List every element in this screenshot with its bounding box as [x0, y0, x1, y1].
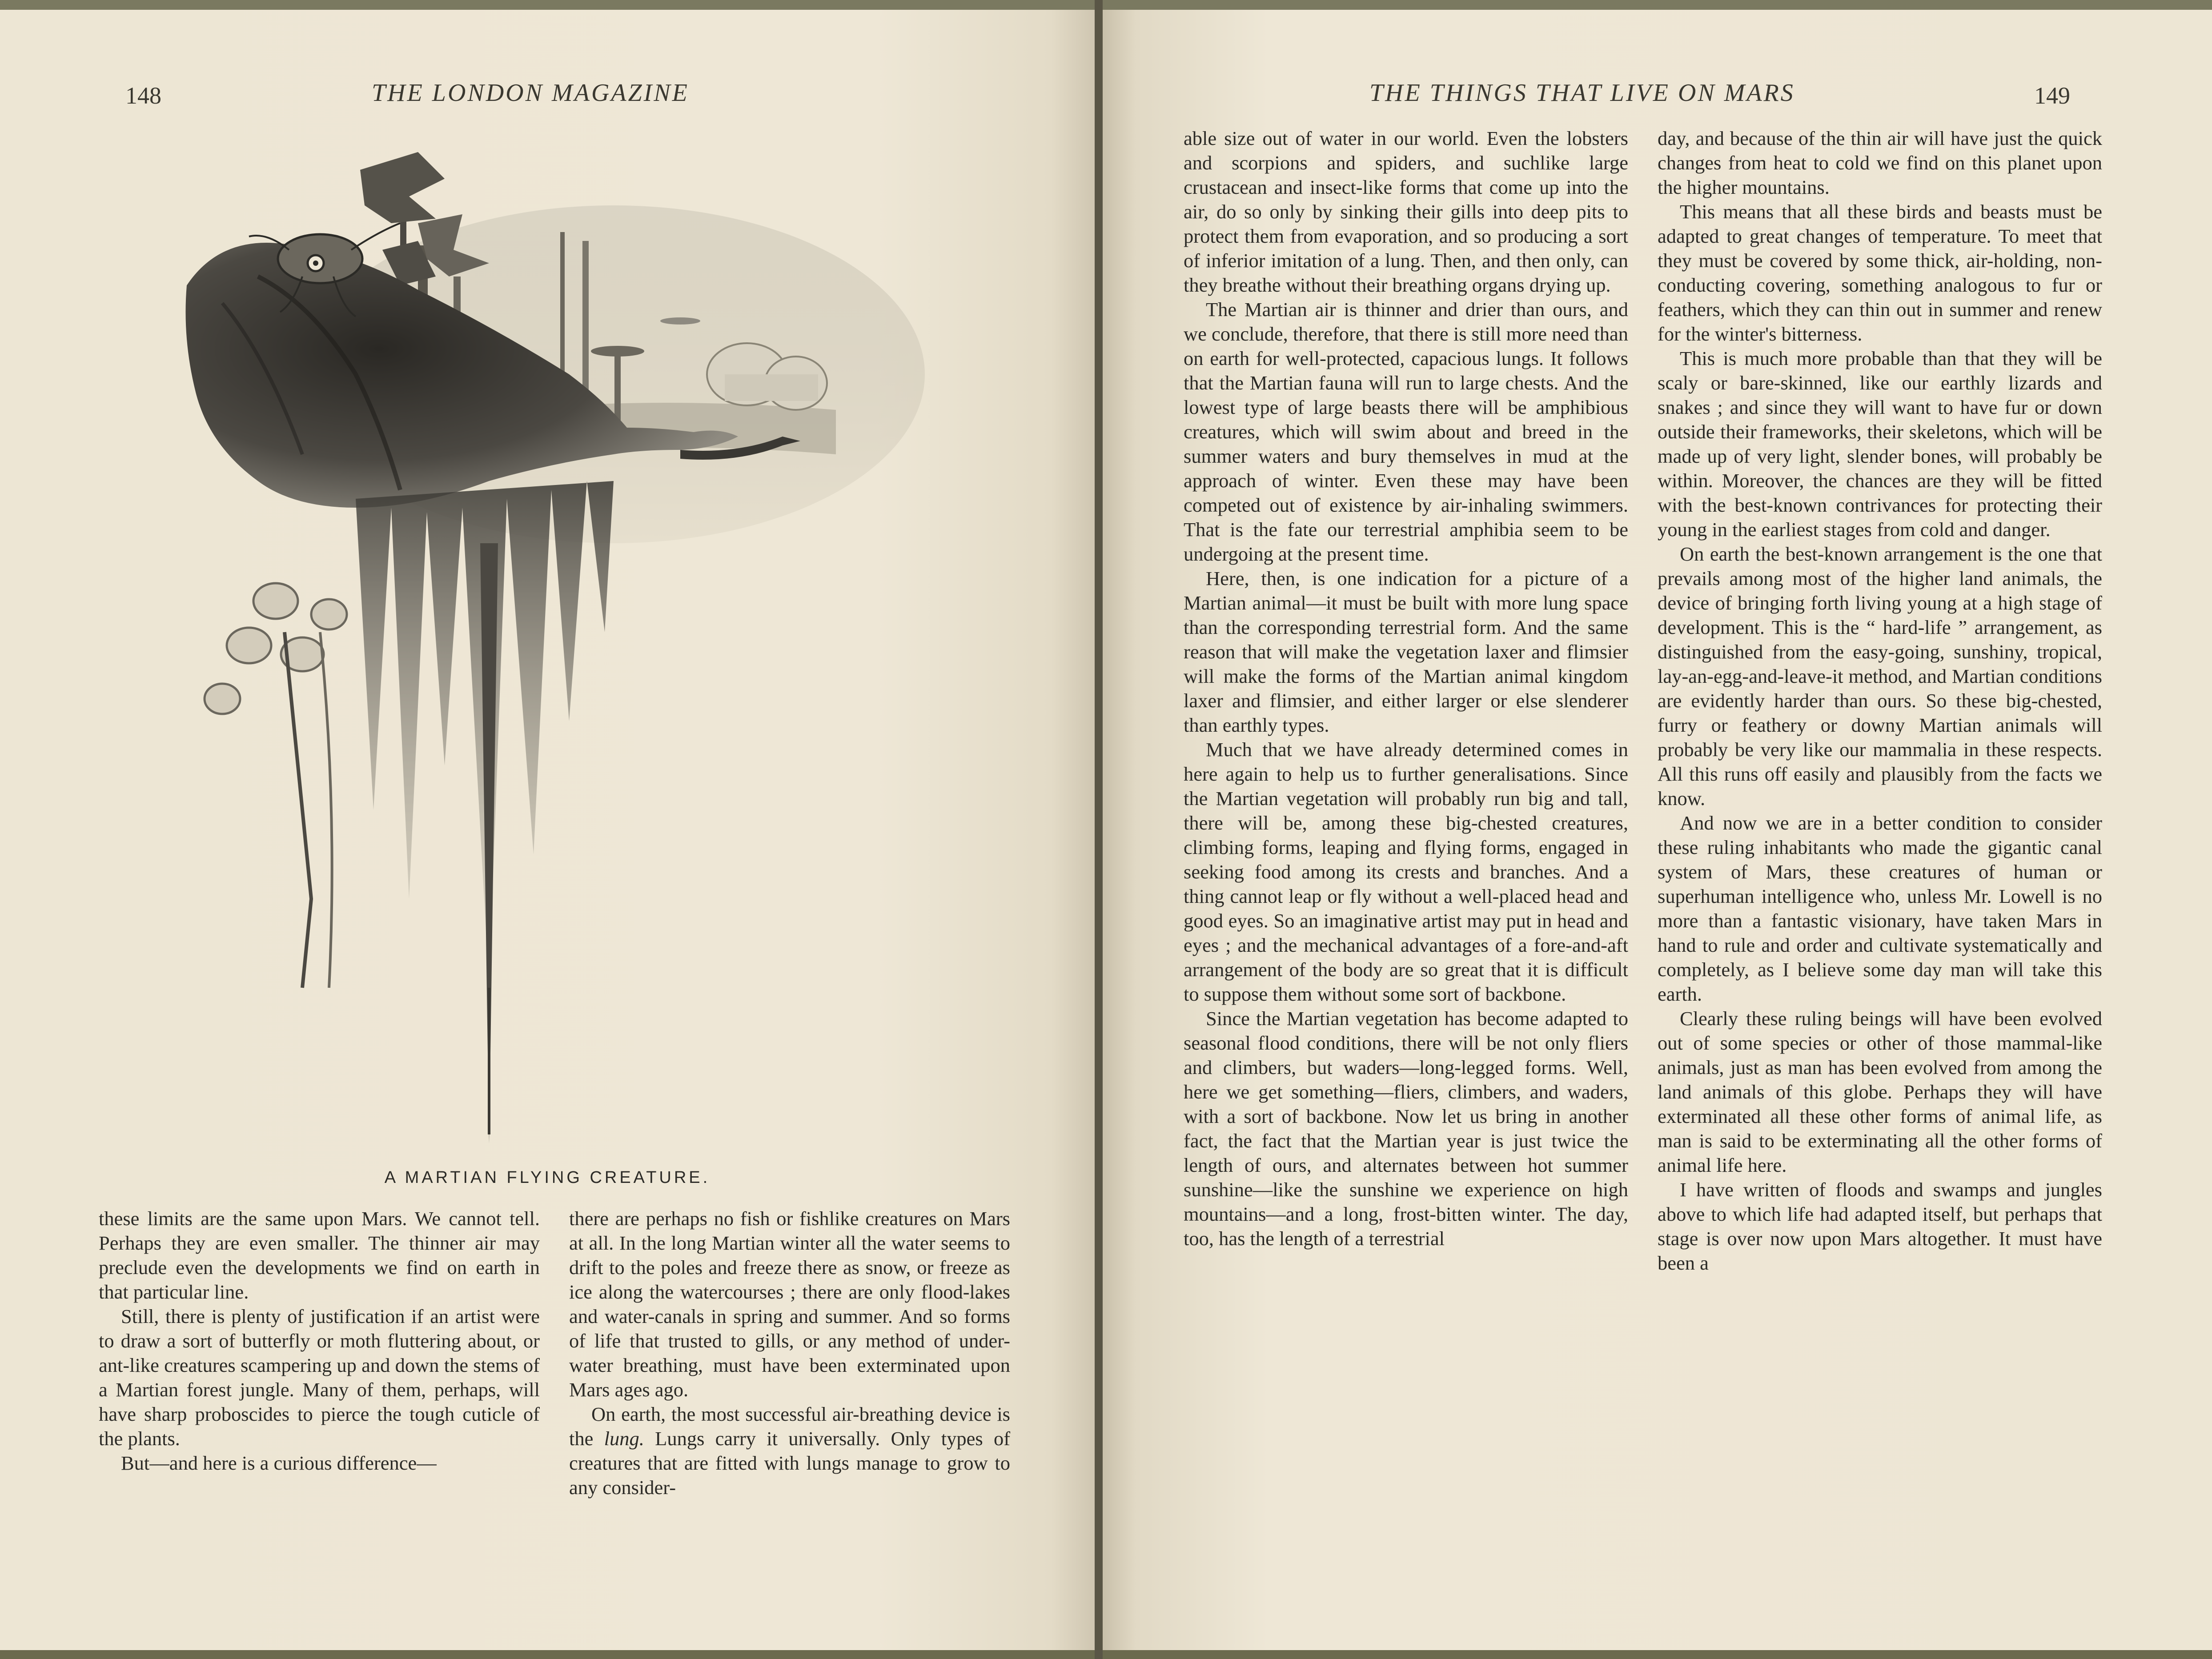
paragraph: these limits are the same upon Mars. We cannot tell. Perhaps they are even smaller. The thinner air may preclude even the developments we find on earth in that particular line.: [99, 1207, 540, 1303]
paragraph: Still, there is plenty of justification if an artist were to draw a sort of butterfly or moth fluttering about, or ant-like creatures scampering up and down the stems of a Martian forest jungle. Many of them, perhaps, will have sharp proboscides to pierce the tough cuticle of the plants.: [99, 1305, 540, 1450]
paragraph: The Martian air is thinner and drier than ours, and we conclude, therefore, that there is still more need than on earth for well-protected, capacious lungs. It follows that the Martian fauna will run to large chests. And the lowest type of large beasts there will be amphibious creatures, which will swim about and breed in the summer waters and bury themselves in mud at the approach of winter. Even these may have been competed out of existence by air-inhaling swimmers. That is the fate our terrestrial amphibia seem to be undergoing at the present time.: [1184, 298, 1628, 565]
paragraph: Since the Martian vegetation has become adapted to seasonal flood conditions, there will be not only fliers and climbers, but waders—long-legged forms. Well, here we get something—fliers, climbers, and waders, with a sort of backbone. Now let us bring in another fact, the fact that the Martian year is just twice the length of ours, and alternates between hot summer sunshine—like the sunshine we experience on high mountains—and a long, frost-bitten winter. The day, too, has the length of a terrestrial: [1184, 1007, 1628, 1250]
paragraph: there are perhaps no fish or fishlike creatures on Mars at all. In the long Martian winter all the water seems to drift to the poles and freeze there as snow, or freeze as ice along the watercourses ; there are only flood-lakes and water-canals in spring and summer. And so forms of life that trusted to gills, or any method of under-water breathing, must have been exterminated upon Mars ages ago.: [569, 1207, 1010, 1401]
text-run: Lungs carry it universally. Only types of creatures that are fitted with lungs manage to grow to any consider-: [569, 1427, 1011, 1499]
page-number-right: 149: [2034, 82, 2070, 109]
right-page-column-2: [1658, 126, 2102, 1275]
paragraph: And now we are in a better condition to consider these ruling inhabitants who made the gigantic canal system of Mars, these creatures of human or superhuman intelligence who, unless Mr. Lowell is no more than a fantastic visionary, have taken Mars in hand to rule and order and cultivate systematically and completely, as I believe some day man will take this earth.: [1658, 812, 2102, 1005]
right-page-column-1: [1184, 126, 1628, 1251]
paragraph: This means that all these birds and beasts must be adapted to great changes of temperature. To meet that they must be covered by some thick, air-holding, non-conducting covering, something analogous to fur or feathers, which they can thin out in summer and renew for the winter's bitterness.: [1658, 200, 2102, 345]
martian-flying-creature-illustration: [169, 143, 951, 1166]
paragraph: Here, then, is one indication for a picture of a Martian animal—it must be built with more lung space than the corresponding terrestrial form. And the same reason that will make the vegetation laxer and flimsier will make the forms of the Martian animal kingdom laxer and flimsier, and either larger or else slenderer than earthly types.: [1184, 567, 1628, 736]
page-number-left: 148: [125, 82, 161, 109]
left-page-column-1: [99, 1206, 540, 1475]
paragraph: On earth the best-known arrangement is the one that prevails among most of the higher land animals, the device of bringing forth living young at a high stage of development. This is the “ hard-life ” arrangement, as distinguished from the easy-going, sunshiny, tropical, lay-an-egg-and-leave-it method, and Martian conditions are evidently harder than ours. So these big-chested, furry or feathery or downy Martian animals will probably be very like our mammalia in these respects. All this runs off easily and plausibly from the facts we know.: [1658, 543, 2102, 809]
illustration-caption: A MARTIAN FLYING CREATURE.: [384, 1168, 711, 1187]
running-head-right: THE THINGS THAT LIVE ON MARS: [1369, 79, 1795, 107]
paragraph: able size out of water in our world. Even the lobsters and scorpions and spiders, and suchlike large crustacean and insect-like forms that come up into the air, do so only by sinking their gills into deep pits to protect them from evaporation, and so producing a sort of inferior imitation of a lung. Then, and then only, can they breathe without their breathing organs drying up.: [1184, 127, 1628, 296]
paragraph: But—and here is a curious difference—: [121, 1452, 437, 1474]
italic-word: lung.: [604, 1427, 644, 1450]
paragraph: day, and because of the thin air will have just the quick changes from heat to cold we find on this planet upon the higher mountains.: [1658, 127, 2102, 198]
left-page: [0, 10, 1095, 1650]
paragraph: I have written of floods and swamps and jungles above to which life had adapted itself, but perhaps that stage is over now upon Mars altogether. It must have been a: [1658, 1178, 2102, 1274]
top-border: [0, 0, 2212, 10]
running-head-left: THE LONDON MAGAZINE: [372, 79, 689, 107]
right-page: [1103, 10, 2212, 1650]
paragraph: Clearly these ruling beings will have been evolved out of some species or other of those mammal-like animals, just as man has been evolved from among the land animals of this globe. Perhaps they will have exterminated all these other forms of animal life, as man is said to be exterminating all the other forms of animal life here.: [1658, 1007, 2102, 1176]
paragraph: This is much more probable than that they will be scaly or bare-skinned, like our earthly lizards and snakes ; and since they will want to have fur or down outside their frameworks, their skeletons, which will be made up of very light, slender bones, will probably be within. Moreover, the chances are they will be fitted with the best-known contrivances for protecting their young in the earliest stages from cold and danger.: [1658, 347, 2102, 541]
text-run: On earth, the most successful air-breathing device is the: [569, 1403, 1010, 1450]
paragraph: Much that we have already determined comes in here again to help us to further generalisations. Since the Martian vegetation will probably run big and tall, there will be, among these big-chested creatures, climbing forms, leaping and flying forms, engaged in seeking food among its crests and branches. And a thing cannot leap or fly without a well-placed head and good eyes. So an imaginative artist may put in head and eyes ; and the mechanical advantages of a fore-and-aft arrangement of the body are so great that it is difficult to suppose them without some sort of backbone.: [1184, 738, 1628, 1005]
paragraph: [569, 1402, 1010, 1500]
book-gutter: [1095, 0, 1103, 1659]
left-page-column-2: [569, 1206, 1010, 1500]
